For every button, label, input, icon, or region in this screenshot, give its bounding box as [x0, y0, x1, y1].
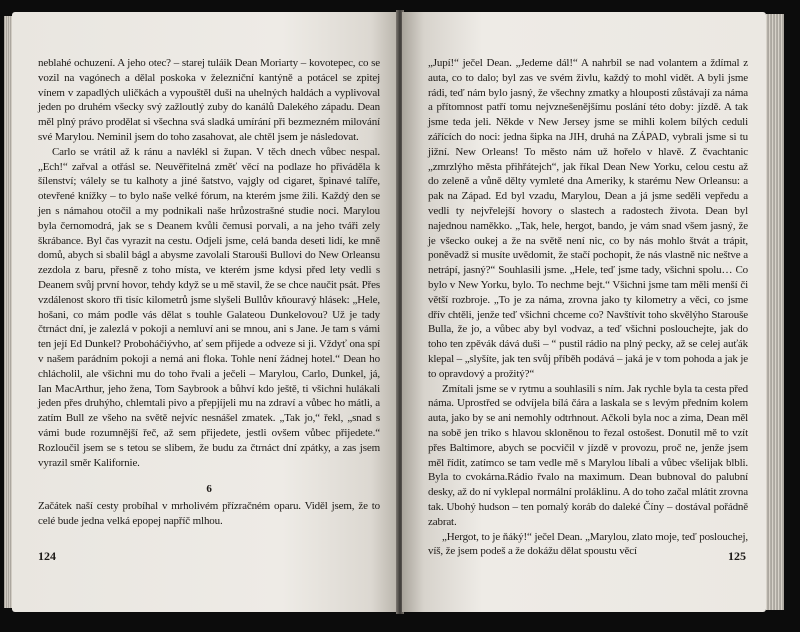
chapter-opening-paragraph: Začátek naší cesty probíhal v mrholivém přízračném oparu. Viděl jsem, že to celé bude jedna velká epopej napříč mlhou. [38, 500, 380, 527]
right-page-edges [766, 14, 784, 610]
left-page [12, 12, 398, 612]
left-page-edges [4, 16, 12, 608]
paragraph: „Hergot, to je ňáký!“ ječel Dean. „Marylou, zlato moje, teď poslouchej, víš, že jsem podeš a že dokážu dělat spoustu věcí [428, 530, 748, 558]
paragraph: neblahé ochuzení. A jeho otec? – starej tuláik Dean Moriarty – kovotepec, co se vozil na vagónech a dělal poskoka v železniční kantýně a potácel se zpitej vínem v zapadlých uličkách a vypouštěl duši na uhelných haldách a vyplivoval jeden po druhém všecky svý zažloutlý zuby do kanálů Dalekého západu. Dean měl plný právo prodělat si všechna svá sladká umírání při bezmezném milování své Marylou. Neminil jsem do toho zasahovat, ale chtěl jsem je následovat. [38, 57, 380, 143]
left-page-text [38, 56, 380, 529]
paragraph: Zmítali jsme se v rytmu a souhlasili s ním. Jak rychle byla ta cesta před náma. Uprostřed se odvíjela bílá čára a laskala se s levým předním kolem auta, jako by se ani nemohly odtrhnout. Ačkoli byla noc a zima, Dean měl na sobě jen triko s hlavou skloněnou to řezal ostošest. Donutil mě to vzít přes Baltimore, abych se pocvičil v jízdě v provozu, proč ne, jenže jsem měl řídit, zatímco se tam vedle mě s Marylou líbali a vůbec všelijak blbli. Byla to cvokárna.Rádio řvalo na maximum. Dean bubnoval do palubní desky, až do ní vyklepal normální proláklinu. A do toho začal mlátit zrovna tak. Ubohý hudson – ten pomalý koráb do daleké Číny – dostával pořádně zabrat. [428, 382, 748, 528]
right-page-text [428, 56, 748, 559]
page-number: 125 [728, 549, 746, 563]
page-number: 124 [38, 549, 56, 563]
paragraph: „Jupí!“ ječel Dean. „Jedeme dál!“ A nahrbil se nad volantem a ždímal z auta, co to dalo; byl zas ve svém živlu, každý to mohl vidět. A byli jsme rádi, teď nám bylo jasný, že všechny zmatky a hlouposti zůstávají za náma a přítomnost patří tomu nejvznešenějšímu poslání této doby: jízdě. A tak jsme teda jeli. Někde v New Jersey jsme se mihli kolem bílých ceduli zářících do noci: jedna šipka na JIH, druhá na ZÁPAD, vybrali jsme si tu jižní. New Orleans! To město nám už hořelo v hlavě. Z čvachtanic „zmrzlýho města přihřátejch“, jak říkal Dean New Yorku, celou cestu až do zeleně a vůně dělty vymleté dna Ameriky, k starému New Orleansu: a pak na Západ. Ed byl vzadu, Marylou, Dean a já jsme seděli vepředu a vedli ty nejvřelejší hovory o slastech a radostech života. Dean byl najednou naměkko. „Tak, hele, hergot, bando, je vám snad všem jasný, že je všecko oukej a že na světě není nic, co by nás mohlo štvát a trápit, poněvadž si musíte uvědomit, že stačí pochopit, že nás vlastně nic neštve a netrápí, jasný?“ Souhlasili jsme. „Hele, teď jsme tady, všichni spolu… Co bylo v New Yorku, bylo. To nechme bejt.“ Všichni jsme tam měli menší či větší rozbroje. „To je za náma, zrovna jako ty kilometry a věci, co jsme dřív chtěli, jenže teď všichni chceme co? Navštívit toho skvělýho Starouše Bulla, že jo, a vůbec aby byl vodvaz, a teď všichni poslouchejte, jak do toho ten zpěvák dává duši – “ pustil rádio na plný pecky, až se celej auťák klepal – „slyšíte, jak ten svůj příběh podává – jaká je v tom pohoda a jak je to opravdový a prožitý?“ [428, 57, 748, 380]
paragraph: Carlo se vrátil až k ránu a navlékl si župan. V těch dnech vůbec nespal. „Ech!“ zařval a otřásl se. Neuvěřitelná změť věcí na podlaze ho přiváděla k šílenství; válely se tu kalhoty a jiné šatstvo, vajgly od cigaret, špinavé talíře, otevřené knížky – to bylo naše velké fórum, na kterém jsme žili. Každý den se jen s námahou otočil a my podnikali naše hrůzostrašné studie noci. Marylou byla černomodrá, jak se s Deanem kvůli čemusi porvali, a na jeho tváři zely škrábance. Byl čas vyrazit na cestu. Odjeli jsme, celá banda deseti lidí, ke mně domů, abych si sbalil bágl a abysme zavolali Starouši Bullovi do New Orleansu zezdola z baru, přesně z toho místa, ve kterém jsme kdysi před lety vedli s Deanem svůj první hovor, tehdy když se u mě stavil, že se chce naučit psát. Přes vzdálenost skoro tři tisíc kilometrů jsme slyšeli Bullův kňouravý hlásek: „Hele, hošani, co mám podle vás dělat s touhle Galateou Dunkelovou? Už je tady čtrnáct dní, je zalezlá v pokoji a nemluví ani se mnou, ani s Jane. Je tam s vámi ten její Ed Dunkel? Proboháčiývho, ať sem přijede a odveze si ji. Vždyť ona spí v našem parádním pokoji a nemá ani floka. Tohle není žádnej hotel.“ Dean ho chlácholil, ale všichni mu do toho řvali a ječeli – Marylou, Carlo, Dunkel, já, Ian MacArthur, jeho žena, Tom Saybrook a bůhví kdo ještě, ti všichni hulákali jeden přes druhýho, chlemtali pivo a přepjíjeli mu na zdraví a vůbec ho mátli, a zatím Bull ze všeho na světě nejvíc nesnášel zmatek. „Tak jo,“ řekl, „snad s vámi bude rozumnější řeč, až sem přijedete, jestli ovšem vůbec přijedete.“ Rozloučil jsem se s tetou se slibem, že budu za čtrnáct dní zpátky, a zas jsem vyrazil směr Kalifornie. [38, 145, 380, 469]
chapter-number: 6 [206, 483, 212, 496]
right-page [402, 12, 766, 612]
